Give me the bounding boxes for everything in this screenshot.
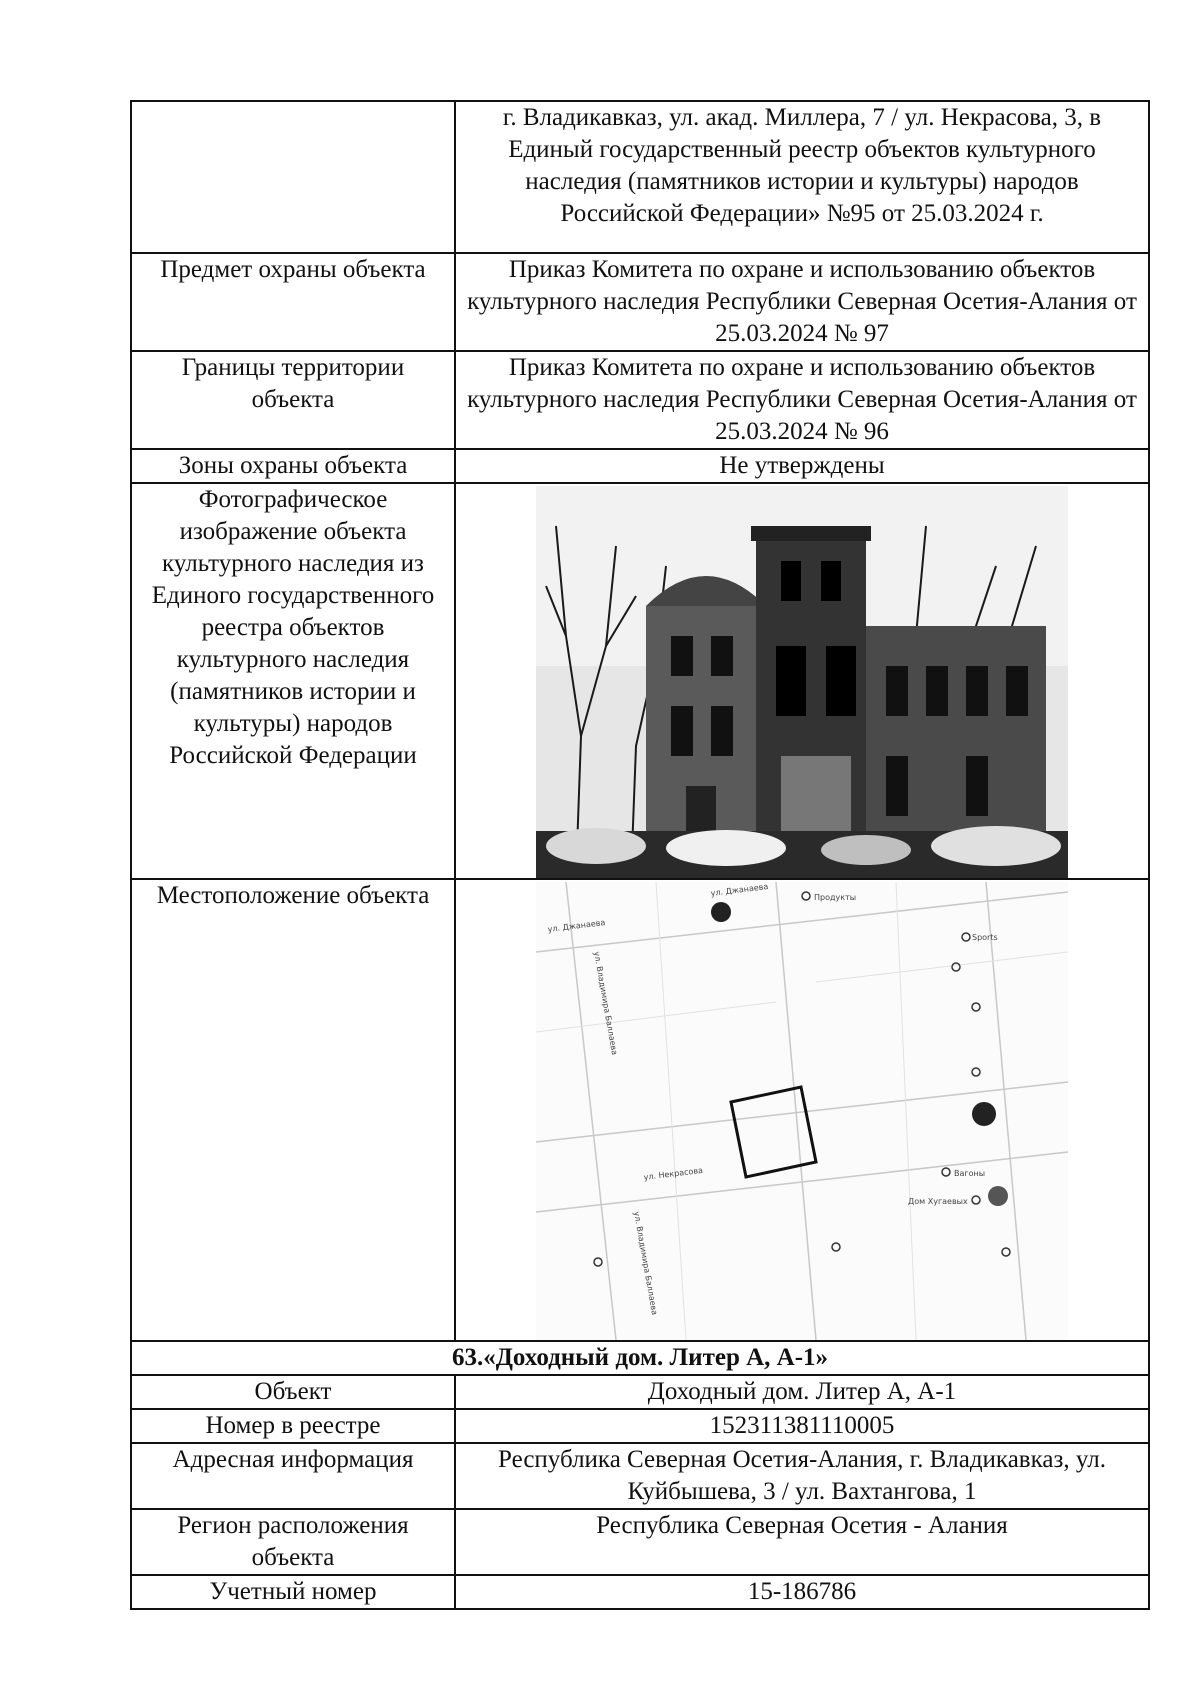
map-street-label: ул. Джанаева: [547, 917, 606, 934]
row-value: Доходный дом. Литер А, А-1: [455, 1375, 1149, 1409]
table-row: [131, 1375, 1149, 1409]
map-street-label: ул. Некрасова: [643, 1165, 704, 1182]
row-label: Объект: [131, 1375, 455, 1409]
section-heading: 63.«Доходный дом. Литер А, А-1»: [131, 1341, 1149, 1375]
section-heading-row: [131, 1341, 1149, 1375]
heritage-registry-table: [130, 100, 1150, 1610]
row-label: Зоны охраны объекта: [131, 449, 455, 483]
map-poi-label: Sports: [972, 933, 998, 942]
row-label: [131, 101, 455, 253]
map-street-label: ул. Владимира Баллаева: [632, 1210, 660, 1316]
object-photo: [536, 486, 1068, 878]
row-label: Адресная информация: [131, 1443, 455, 1509]
table-row: [131, 1575, 1149, 1609]
table-row: [131, 1509, 1149, 1575]
table-row: [131, 101, 1149, 253]
table-row: [131, 1409, 1149, 1443]
table-row-map: [131, 879, 1149, 1341]
table-row: [131, 449, 1149, 483]
table-row: [131, 1443, 1149, 1509]
row-value: Приказ Комитета по охране и использованию объектов культурного наследия Республики Северная Осетия-Алания от 25.03.2024 № 96: [455, 351, 1149, 449]
map-poi-label: Вагоны: [954, 1169, 986, 1178]
map-poi-label: Продукты: [814, 893, 857, 902]
location-map-cell: [455, 879, 1149, 1341]
row-label: Номер в реестре: [131, 1409, 455, 1443]
table-row: [131, 253, 1149, 351]
row-value: 152311381110005: [455, 1409, 1149, 1443]
row-label: Регион расположения объекта: [131, 1509, 455, 1575]
row-value: Приказ Комитета по охране и использованию объектов культурного наследия Республики Северная Осетия-Алания от 25.03.2024 № 97: [455, 253, 1149, 351]
object-photo-cell: [455, 483, 1149, 879]
map-street-label: ул. Владимира Баллаева: [592, 950, 620, 1056]
building-photo-image: [536, 486, 1068, 878]
table-row-photo: [131, 483, 1149, 879]
location-map-image: [536, 882, 1068, 1340]
row-label: Фотографическое изображение объекта культурного наследия из Единого государственного реестра объектов культурного наследия (памятников истории и культуры) народов Российской Федерации: [131, 483, 455, 879]
table-row: [131, 351, 1149, 449]
map-street-label: ул. Джанаева: [710, 882, 769, 898]
row-label: Местоположение объекта: [131, 879, 455, 1341]
row-value: г. Владикавказ, ул. акад. Миллера, 7 / ул. Некрасова, 3, в Единый государственный реестр объектов культурного наследия (памятников истории и культуры) народов Российской Федерации» №95 от 25.03.2024 г.: [455, 101, 1149, 253]
row-value: Республика Северная Осетия - Алания: [455, 1509, 1149, 1575]
map-poi-label: Дом Хугаевых: [908, 1197, 968, 1206]
row-label: Учетный номер: [131, 1575, 455, 1609]
row-value: Республика Северная Осетия-Алания, г. Владикавказ, ул. Куйбышева, 3 / ул. Вахтангова, 1: [455, 1443, 1149, 1509]
row-value: 15-186786: [455, 1575, 1149, 1609]
location-map: [536, 882, 1068, 1340]
row-label: Границы территории объекта: [131, 351, 455, 449]
row-value: Не утверждены: [455, 449, 1149, 483]
row-label: Предмет охраны объекта: [131, 253, 455, 351]
